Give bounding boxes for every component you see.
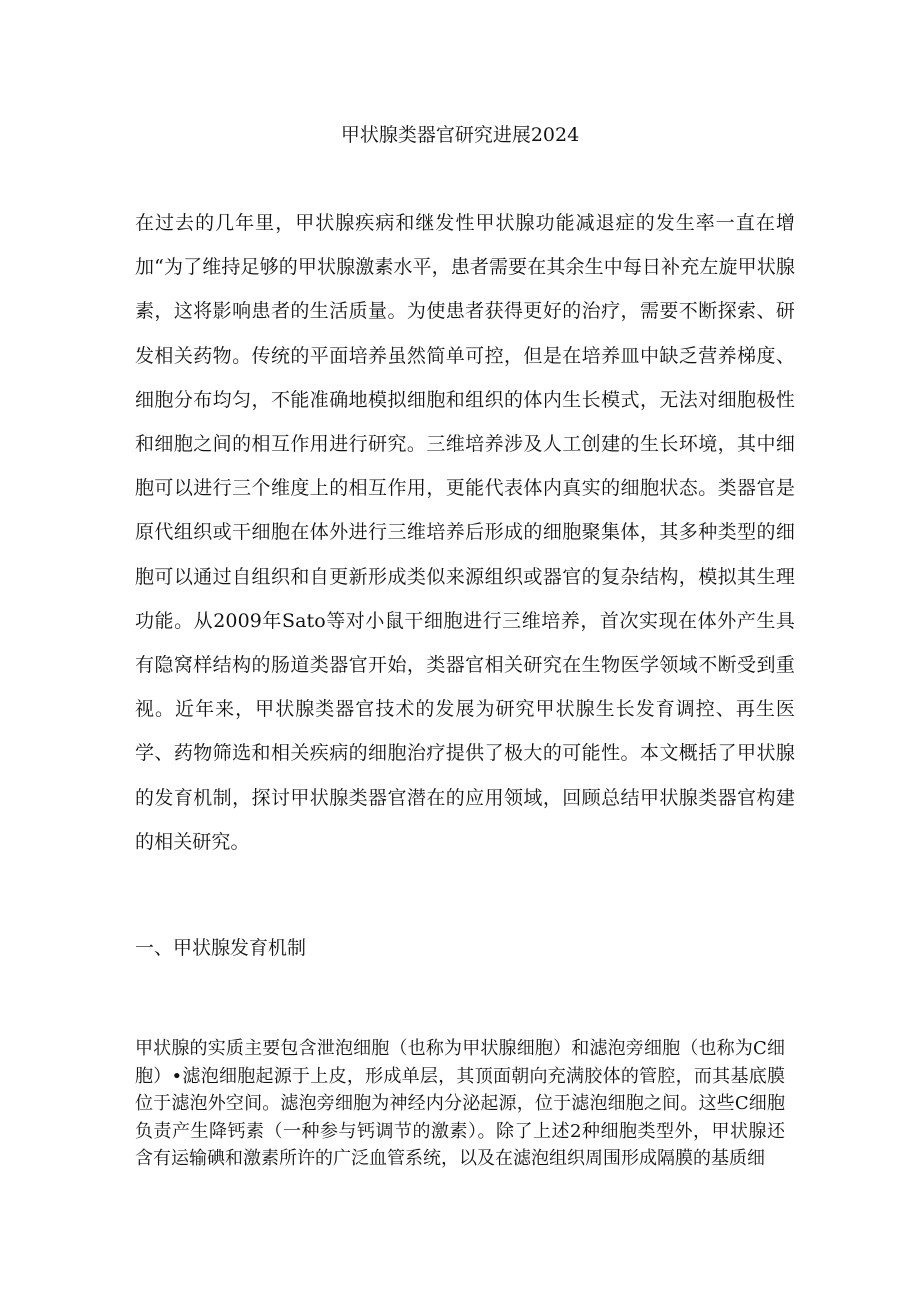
intro-paragraph: 在过去的几年里，甲状腺疾病和继发性甲状腺功能减退症的发生率一直在增加“为了维持足够的甲状腺激素水平，患者需要在其余生中每日补充左旋甲状腺素，这将影响患者的生活质量。为使患者获得更好的治疗，需要不断探索、研发相关药物。传统的平面培养虽然简单可控，但是在培养皿中缺乏营养梯度、细胞分布均匀，不能准确地模拟细胞和组织的体内生长模式，无法对细胞极性和细胞之间的相互作用进行研究。三维培养涉及人工创建的生长环境，其中细胞可以进行三个维度上的相互作用，更能代表体内真实的细胞状态。类器官是原代组织或干细胞在体外进行三维培养后形成的细胞聚集体，其多种类型的细胞可以通过自组织和自更新形成类似来源组织或器官的复杂结构，模拟其生理功能。从2009年Sato等对小鼠干细胞进行三维培养，首次实现在体外产生具有隐窝样结构的肠道类器官开始，类器官相关研究在生物医学领域不断受到重视。近年来，甲状腺类器官技术的发展为研究甲状腺生长发育调控、再生医学、药物筛选和相关疾病的细胞治疗提供了极大的可能性。本文概括了甲状腺的发育机制，探讨甲状腺类器官潜在的应用领域，回顾总结甲状腺类器官构建的相关研究。 [135,212,795,853]
section-paragraph: 甲状腺的实质主要包含泄泡细胞（也称为甲状腺细胞）和滤泡旁细胞（也称为C细胞）•滤泡细胞起源于上皮，形成单层，其顶面朝向充满胶体的管腔，而其基底膜位于滤泡外空间。滤泡旁细胞为神经内分泌起源，位于滤泡细胞之间。这些C细胞负责产生降钙素（一种参与钙调节的激素）。除了上述2种细胞类型外，甲状腺还含有运输碘和激素所许的广泛血管系统，以及在滤泡组织周围形成隔膜的基质细 [135,1038,785,1169]
document-title: 甲状腺类器官研究进展2024 [340,124,580,146]
section-heading: 一、甲状腺发育机制 [135,937,307,959]
